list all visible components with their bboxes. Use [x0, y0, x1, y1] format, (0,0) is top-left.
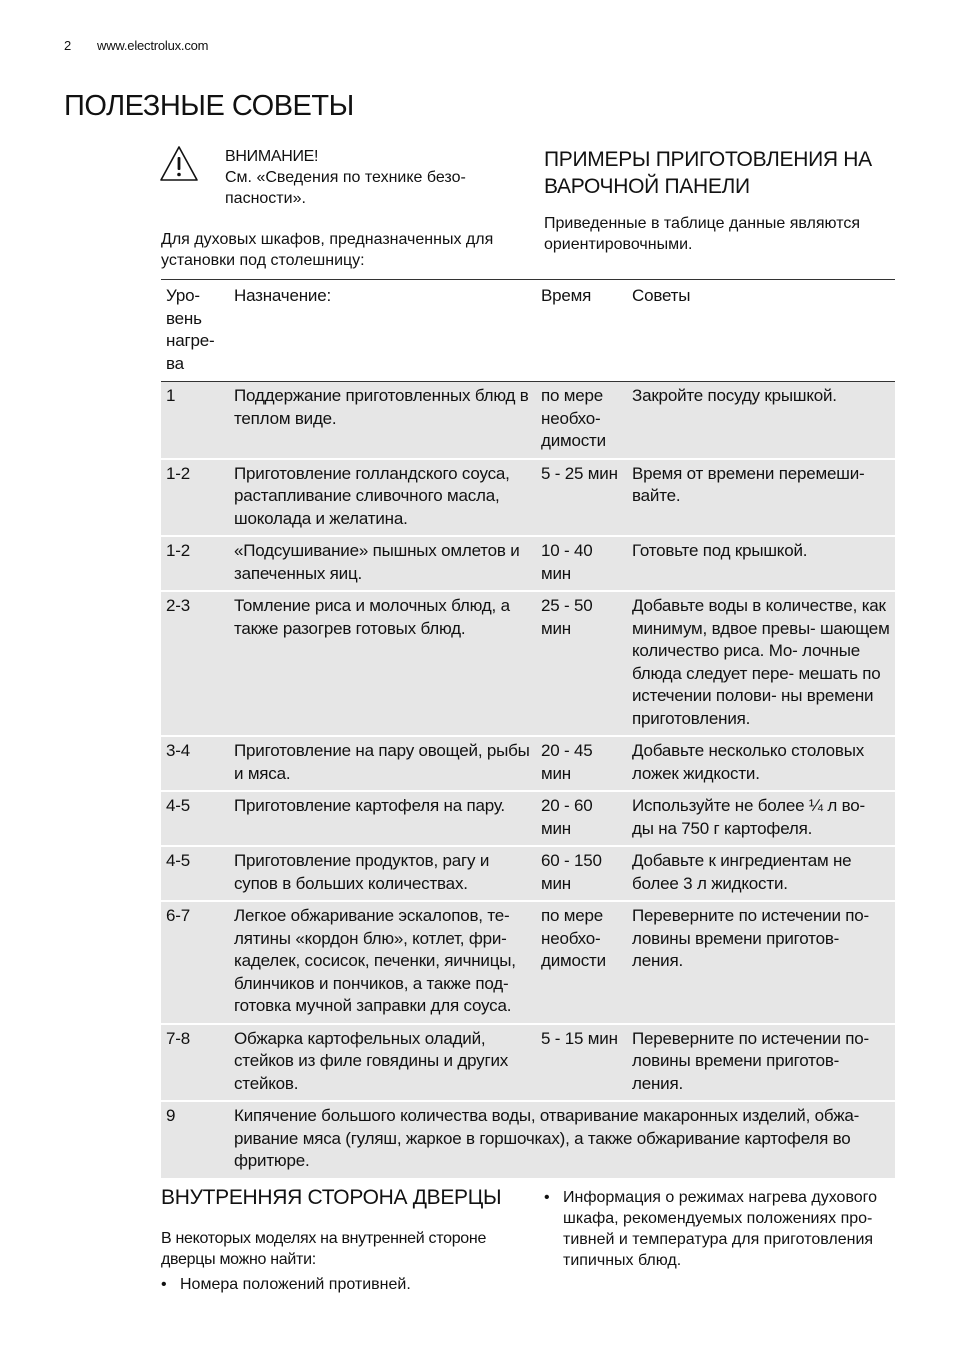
cell-purpose: Обжарка картофельных оладий, стейков из филе говядины и других стейков.	[229, 1024, 536, 1102]
header-purpose: Назначение:	[229, 280, 536, 382]
list-item: • Информация о режимах нагрева духового шкафа, рекомендуемых положениях про- тивней и температура для приготовления типичных блюд.	[544, 1187, 894, 1271]
warning-block	[225, 146, 495, 209]
cell-purpose: Приготовление голландского соуса, растапливание сливочного масла, шоколада и желатина.	[229, 459, 536, 537]
door-bullets-right	[544, 1187, 894, 1271]
section-title-cooking-examples: ПРИМЕРЫ ПРИГОТОВЛЕНИЯ НА ВАРОЧНОЙ ПАНЕЛИ	[544, 148, 872, 198]
header-heat-level: Уро- вень нагре- ва	[161, 280, 229, 382]
oven-intro-text: Для духовых шкафов, предназначенных для установки под столешницу:	[161, 231, 494, 269]
table-header-row	[161, 280, 895, 382]
table-row	[161, 846, 895, 901]
cell-time: по мере необхо- димости	[536, 901, 627, 1024]
cell-level: 1-2	[161, 459, 229, 537]
table-row	[161, 1101, 895, 1178]
cell-tips: Добавьте к ингредиентам не более 3 л жидкости.	[627, 846, 895, 901]
section-title-door-inside: ВНУТРЕННЯЯ СТОРОНА ДВЕРЦЫ	[161, 1186, 502, 1209]
header-tips: Советы	[627, 280, 895, 382]
page-title: ПОЛЕЗНЫЕ СОВЕТЫ	[64, 90, 354, 122]
cell-level: 4-5	[161, 791, 229, 846]
cell-level: 4-5	[161, 846, 229, 901]
door-intro-text: В некоторых моделях на внутренней стороне дверцы можно найти:	[161, 1230, 487, 1268]
cell-time: 5 - 15 мин	[536, 1024, 627, 1102]
cell-time: 20 - 45 мин	[536, 736, 627, 791]
page-number: 2	[64, 38, 72, 53]
cell-tips: Добавьте несколько столовых ложек жидкости.	[627, 736, 895, 791]
cell-time: 5 - 25 мин	[536, 459, 627, 537]
page-header	[64, 38, 208, 53]
table-row	[161, 382, 895, 459]
cell-purpose: Приготовление на пару овощей, рыбы и мяса.	[229, 736, 536, 791]
warning-text: См. «Сведения по технике безо- пасности».	[225, 169, 466, 207]
table-row	[161, 736, 895, 791]
cell-level: 3-4	[161, 736, 229, 791]
cell-level: 1	[161, 382, 229, 459]
cell-purpose: Приготовление продуктов, рагу и супов в больших количествах.	[229, 846, 536, 901]
table-row	[161, 591, 895, 736]
header-time: Время	[536, 280, 627, 382]
table-row	[161, 791, 895, 846]
cooking-table	[161, 279, 895, 1178]
cell-purpose: Приготовление картофеля на пару.	[229, 791, 536, 846]
cell-tips: Закройте посуду крышкой.	[627, 382, 895, 459]
table-row	[161, 536, 895, 591]
cell-level: 2-3	[161, 591, 229, 736]
cell-purpose: Поддержание приготовленных блюд в теплом виде.	[229, 382, 536, 459]
table-row	[161, 1024, 895, 1102]
cell-tips: Используйте не более ¼ л во- ды на 750 г картофеля.	[627, 791, 895, 846]
cell-level: 6-7	[161, 901, 229, 1024]
cell-time: по мере необхо- димости	[536, 382, 627, 459]
table-row	[161, 901, 895, 1024]
cell-tips: Время от времени перемеши- вайте.	[627, 459, 895, 537]
cell-tips: Готовьте под крышкой.	[627, 536, 895, 591]
list-item: • Номера положений противней.	[161, 1274, 521, 1295]
cell-purpose-wide: Кипячение большого количества воды, отваривание макаронных изделий, обжа- ривание мяса (гуляш, жаркое в горшочках), а также обжаривание картофеля во фритюре.	[229, 1101, 895, 1178]
cell-level: 7-8	[161, 1024, 229, 1102]
cell-purpose: Легкое обжаривание эскалопов, те- лятины «кордон блю», котлет, фри- каделек, сосисок, печенки, яичницы, блинчиков и пончиков, а также под- готовка мучной заправки для соуса.	[229, 901, 536, 1024]
cell-purpose: Томление риса и молочных блюд, а также разогрев готовых блюд.	[229, 591, 536, 736]
cell-purpose: «Подсушивание» пышных омлетов и запеченных яиц.	[229, 536, 536, 591]
table-row	[161, 459, 895, 537]
section-intro-text: Приведенные в таблице данные являются ориентировочными.	[544, 215, 860, 253]
cell-tips: Переверните по истечении по- ловины времени приготов- ления.	[627, 901, 895, 1024]
cell-tips: Добавьте воды в количестве, как минимум, вдвое превы- шающем количество риса. Мо- лочные блюда следует пере- мешать по истечении полови- ны времени приготовления.	[627, 591, 895, 736]
cell-level: 1-2	[161, 536, 229, 591]
cell-time: 25 - 50 мин	[536, 591, 627, 736]
cell-time: 10 - 40 мин	[536, 536, 627, 591]
cell-tips: Переверните по истечении по- ловины времени приготов- ления.	[627, 1024, 895, 1102]
cell-time: 60 - 150 мин	[536, 846, 627, 901]
cell-time: 20 - 60 мин	[536, 791, 627, 846]
cell-level: 9	[161, 1101, 229, 1178]
warning-triangle-icon	[158, 144, 200, 184]
warning-heading: ВНИМАНИЕ!	[225, 148, 319, 165]
door-bullets-left	[161, 1274, 521, 1295]
website-url: www.electrolux.com	[97, 38, 209, 53]
